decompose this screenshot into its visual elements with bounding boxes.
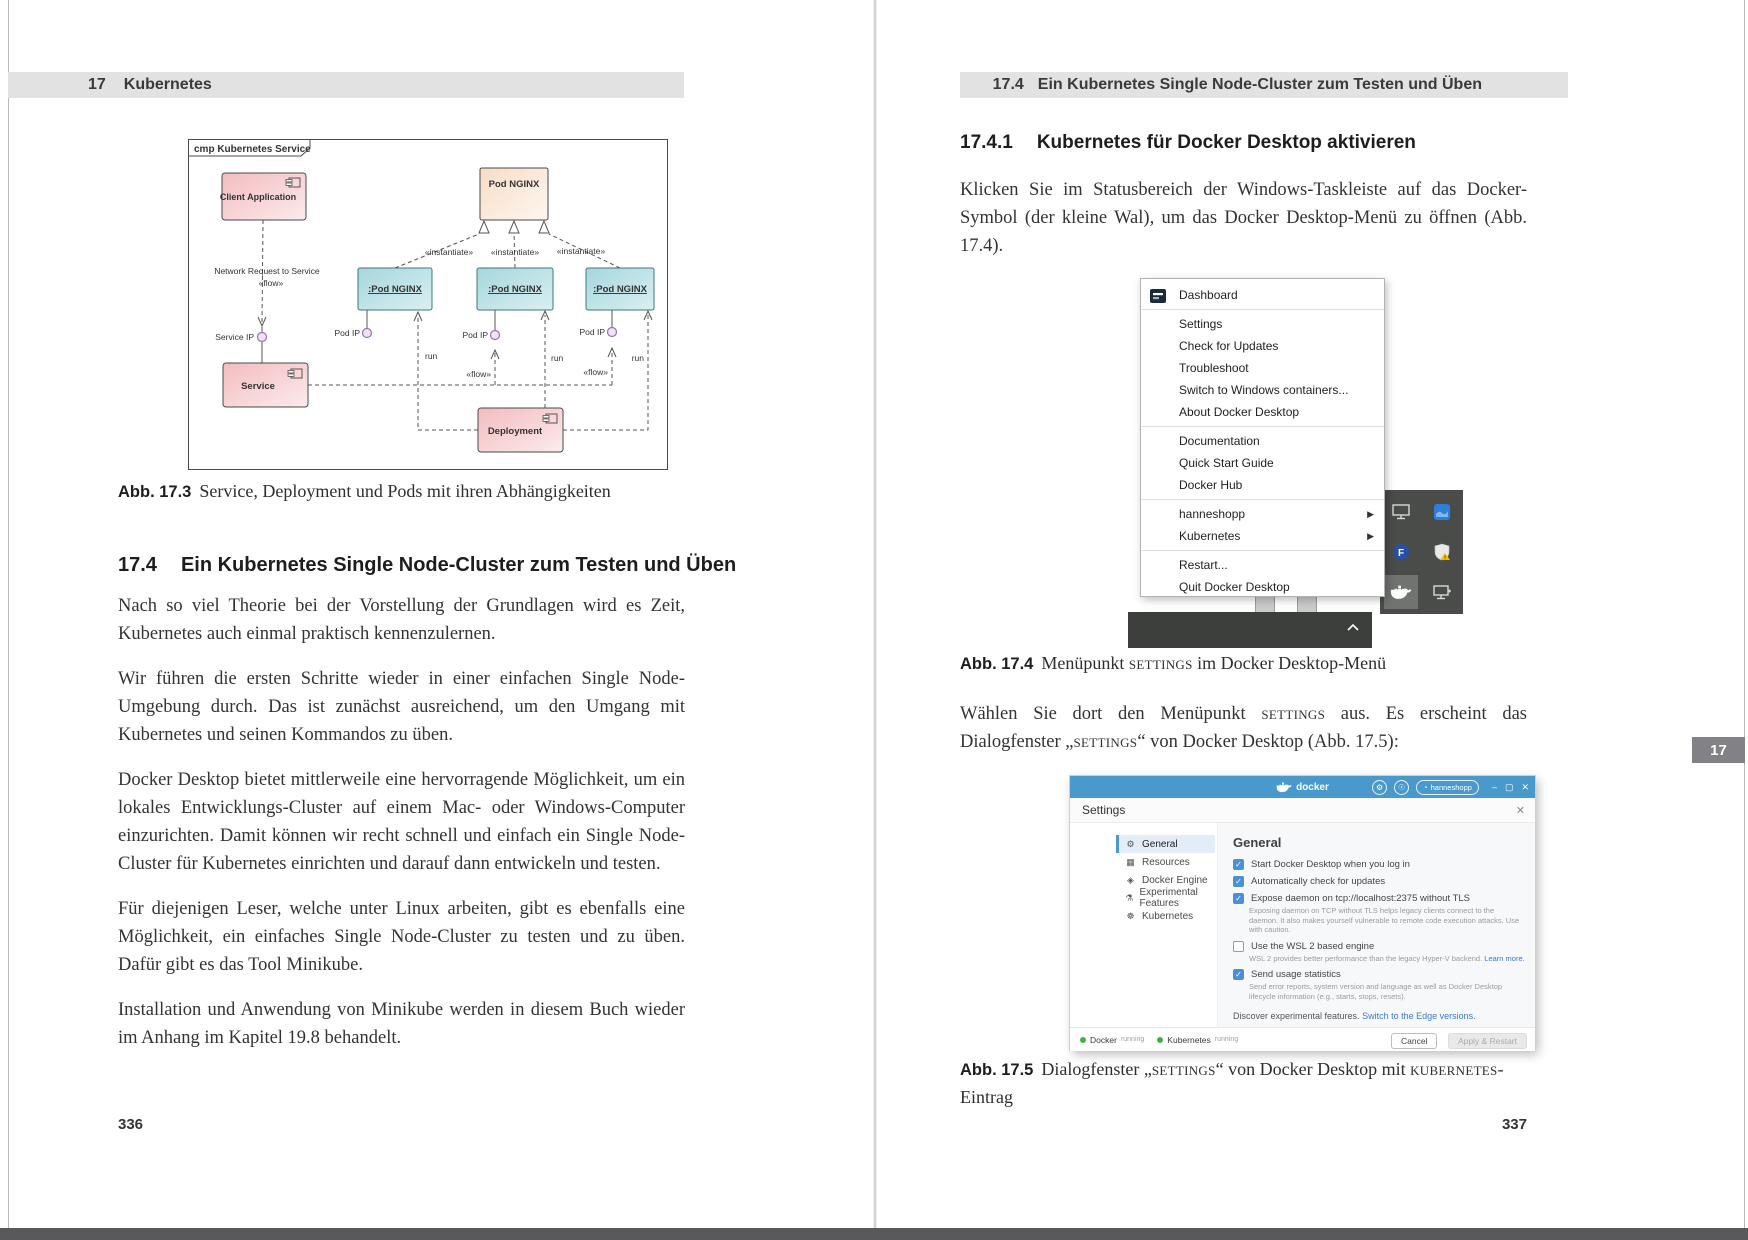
- pod-ip-port: [491, 331, 500, 340]
- paragraph: Docker Desktop bietet mittlerweile eine hervorragende Möglichkeit, um ein lokales Entwicklungs-Cluster auf einem Mac- oder Windows-Computer einzurichten. Damit können wir recht schnell und einfach ein Single Node-Cluster für Kubernetes einrichten und darauf dann entwickeln und testen.: [118, 770, 685, 874]
- page-bottom-edge: [0, 1228, 1748, 1240]
- submenu-arrow-icon: ▶: [1367, 509, 1374, 519]
- gear-icon[interactable]: ⚙: [1372, 780, 1387, 795]
- close-icon[interactable]: ✕: [1521, 781, 1529, 792]
- svg-text:Pod IP: Pod IP: [334, 328, 360, 338]
- sidebar-item-kubernetes[interactable]: ☸ Kubernetes: [1126, 910, 1194, 922]
- checkbox-auto-updates[interactable]: [1233, 876, 1244, 887]
- learn-more-link[interactable]: Learn more.: [1484, 953, 1525, 963]
- paragraph: Klicken Sie im Statusbereich der Windows-Taskleiste auf das Docker-Symbol (der kleine Wal), um das Docker Desktop-Menü zu öffnen (Abb. 17.4).: [960, 180, 1527, 256]
- subsection-heading-17-4-1: [960, 132, 1416, 154]
- windows-taskbar: [1128, 612, 1372, 648]
- paragraph: Für diejenigen Leser, welche unter Linux arbeiten, gibt es ebenfalls eine Möglichkeit, ein einfaches Single Node-Cluster zu testen und zu üben. Dafür gibt es das Tool Minikube.: [118, 899, 685, 975]
- section-number: 17.4: [992, 76, 1024, 93]
- checkbox-expose-daemon[interactable]: [1233, 893, 1244, 904]
- docker-settings-dialog: [1070, 776, 1535, 1050]
- user-account-button[interactable]: ◔ hanneshopp: [1416, 780, 1479, 795]
- diagram-frame-label: cmp Kubernetes Service: [194, 144, 311, 155]
- svg-text::Pod NGINX: :Pod NGINX: [488, 284, 542, 295]
- service-ip-port: [258, 333, 267, 342]
- menu-separator: [1141, 550, 1384, 551]
- paragraph: Wir führen die ersten Schritte wieder in einer einfachen Single Node-Umgebung durch. Das ist zunächst ausreichend, um den Umgang mit Kubernetes und seinen Kommandos zu üben.: [118, 669, 685, 745]
- menu-item-kubernetes[interactable]: Kubernetes ▶: [1141, 525, 1384, 547]
- bug-report-icon[interactable]: ☉: [1394, 780, 1409, 795]
- cancel-button[interactable]: Cancel: [1391, 1033, 1437, 1049]
- svg-text:«instantiate»: «instantiate»: [424, 247, 474, 257]
- option-description: WSL 2 provides better performance than the legacy Hyper-V backend. Learn more.: [1249, 953, 1525, 963]
- kubernetes-service-diagram: [188, 139, 668, 470]
- menu-item-restart[interactable]: Restart...: [1179, 558, 1228, 572]
- status-dot-icon: [1157, 1037, 1163, 1043]
- figure-label: Abb. 17.4: [960, 655, 1034, 673]
- kubernetes-status: Kubernetes running: [1157, 1035, 1238, 1045]
- docker-menu-screenshot: [1070, 275, 1548, 650]
- pod-ip-port: [363, 329, 372, 338]
- page-number-right: 337: [1501, 1116, 1527, 1133]
- page-number-left: 336: [118, 1116, 144, 1133]
- maximize-icon[interactable]: ▢: [1504, 781, 1514, 792]
- docker-engine-icon: ◈: [1127, 874, 1134, 885]
- menu-item-dashboard[interactable]: Dashboard: [1141, 284, 1384, 306]
- section-title: Ein Kubernetes Single Node-Cluster zum Testen und Üben: [180, 554, 737, 576]
- svg-text:«instantiate»: «instantiate»: [490, 247, 540, 257]
- status-dot-icon: [1080, 1037, 1086, 1043]
- paragraph: Nach so viel Theorie bei der Vorstellung der Grundlagen wird es Zeit, Kubernetes auch einmal praktisch kennenzulernen.: [118, 596, 685, 644]
- svg-text:Client Application: Client Application: [219, 192, 297, 202]
- figure-label: Abb. 17.5: [960, 1061, 1034, 1079]
- option-description: Exposing daemon on TCP without TLS helps legacy clients connect to the daemon. It also makes yourself vulnerable to remote code execution attacks. Use with caution.: [1249, 906, 1520, 934]
- settings-main-panel: General ✓ Start Docker Desktop when you log in ✓ Automatically check for updates ✓ Expose daemon on tcp://localhost:2375 without TLS Exposing daemon on TCP without TLS helps legacy clients connect to the daemon. It also makes yourself vulnerable to remote code execution attacks. Use with caution. Use the WSL 2 based engine WSL 2 provides better performance than the legacy Hyper-V backend. Learn more. ✓ Send usage statistics Send error reports, system version and language as well as Docker Desktop lifecycle information (e.g., starts, stops, resets). Discover experimental features. Switch to the Edge versions.: [1218, 823, 1535, 1027]
- menu-item-docker-hub[interactable]: Docker Hub: [1179, 478, 1243, 492]
- svg-text:run: run: [425, 351, 438, 361]
- sidebar-item-resources[interactable]: ▦ Resources: [1126, 856, 1190, 868]
- page-edge-right: [1744, 0, 1745, 1228]
- docker-whale-logo-icon: [1276, 782, 1292, 793]
- svg-text:run: run: [551, 353, 564, 363]
- chevron-up-icon[interactable]: [1346, 623, 1360, 632]
- subsection-number: 17.4.1: [960, 132, 1013, 153]
- svg-text:Pod IP: Pod IP: [579, 327, 605, 337]
- svg-text:run: run: [631, 353, 644, 363]
- monitor-icon[interactable]: [1384, 495, 1418, 529]
- dialog-footer: [1070, 1027, 1535, 1051]
- panel-heading: General: [1233, 835, 1282, 850]
- system-tray-flyout: [1380, 490, 1463, 614]
- svg-text:Service: Service: [241, 381, 275, 392]
- network-monitor-icon[interactable]: [1425, 575, 1459, 609]
- menu-item-switch-containers[interactable]: Switch to Windows containers...: [1179, 383, 1349, 397]
- docker-desktop-menu: [1140, 278, 1385, 597]
- apply-restart-button[interactable]: Apply & Restart: [1448, 1033, 1527, 1049]
- menu-item-hanneshopp[interactable]: hanneshopp ▶: [1141, 503, 1384, 525]
- svg-text:«flow»: «flow»: [583, 367, 608, 377]
- section-heading-17-4: [118, 554, 736, 577]
- shield-warning-icon[interactable]: [1425, 535, 1459, 569]
- checkbox-start-on-login[interactable]: [1233, 859, 1244, 870]
- general-icon: ⚙: [1126, 838, 1135, 849]
- svg-text:Service IP: Service IP: [215, 332, 254, 342]
- pod-nginx-class-node: [480, 168, 548, 220]
- docker-logo-text: docker: [1296, 781, 1329, 793]
- page-gutter: [873, 0, 877, 1228]
- option-description: Send error reports, system version and language as well as Docker Desktop lifecycle information (e.g., starts, stops, resets).: [1249, 982, 1503, 1001]
- page-edge-left: [8, 0, 9, 1228]
- dialog-title-bar: [1070, 776, 1535, 798]
- dialog-header: [1070, 798, 1535, 823]
- pod-ip-port: [608, 328, 617, 337]
- figure-caption-17-3: Abb. 17.3 Service, Deployment und Pods mit ihren Abhängigkeiten: [118, 481, 611, 501]
- dashboard-icon: [1150, 288, 1166, 310]
- body-text-right-2: [960, 700, 1527, 773]
- menu-separator: [1141, 499, 1384, 500]
- menu-item-check-for-updates[interactable]: Check for Updates: [1179, 339, 1279, 353]
- docker-whale-icon[interactable]: [1384, 575, 1418, 609]
- menu-item-settings[interactable]: Settings: [1179, 317, 1223, 331]
- section-title: Ein Kubernetes Single Node-Cluster zum Testen und Üben: [1037, 76, 1482, 93]
- menu-item-troubleshoot[interactable]: Troubleshoot: [1179, 361, 1249, 375]
- menu-separator: [1141, 426, 1384, 427]
- flask-icon: ⚗: [1125, 892, 1134, 903]
- menu-separator: [1141, 309, 1384, 310]
- menu-item-documentation[interactable]: Documentation: [1179, 434, 1260, 448]
- figure-label: Abb. 17.3: [118, 483, 192, 501]
- chapter-title: Kubernetes: [123, 76, 212, 93]
- svg-text:F: F: [1397, 548, 1404, 559]
- running-head-right: [960, 72, 1568, 98]
- svg-text:Pod NGINX: Pod NGINX: [488, 179, 540, 190]
- sidebar-item-experimental-features[interactable]: ⚗ Experimental Features: [1125, 887, 1198, 909]
- f-circle-icon[interactable]: [1384, 535, 1418, 569]
- body-text-right-1: [960, 176, 1527, 277]
- checkbox-usage-statistics[interactable]: [1233, 969, 1244, 980]
- body-text-left: [118, 592, 685, 1069]
- svg-text:«flow»: «flow»: [466, 369, 491, 379]
- section-number: 17.4: [118, 554, 157, 576]
- paragraph: Installation und Anwendung von Minikube werden in diesem Buch wieder im Anhang im Kapitel 19.8 behandelt.: [118, 1000, 685, 1048]
- menu-item-about[interactable]: About Docker Desktop: [1179, 405, 1300, 419]
- chapter-number: 17: [88, 76, 106, 93]
- submenu-arrow-icon: ▶: [1367, 531, 1374, 541]
- blue-app-icon[interactable]: [1425, 495, 1459, 529]
- chapter-thumb-tab: 17: [1692, 737, 1745, 763]
- resources-icon: ▦: [1126, 856, 1135, 867]
- sidebar-item-general[interactable]: ⚙ General: [1116, 835, 1215, 853]
- svg-text::Pod NGINX: :Pod NGINX: [368, 284, 422, 295]
- svg-text:«flow»: «flow»: [258, 278, 284, 288]
- figure-caption-17-5: Abb. 17.5 Dialogfenster „settings“ von Docker Desktop mit kubernetes-Eintrag: [960, 1059, 1504, 1107]
- svg-text::Pod NGINX: :Pod NGINX: [593, 284, 647, 295]
- settings-sidebar: [1070, 823, 1218, 1027]
- sidebar-item-docker-engine[interactable]: ◈ Docker Engine: [1116, 871, 1217, 889]
- svg-text:Network Request to Service: Network Request to Service: [214, 266, 320, 276]
- edge-versions-link[interactable]: Switch to the Edge versions.: [1362, 1011, 1476, 1021]
- docker-status: Docker running: [1080, 1035, 1144, 1045]
- svg-text:Deployment: Deployment: [487, 426, 543, 437]
- menu-item-quit[interactable]: Quit Docker Desktop: [1179, 580, 1290, 594]
- svg-text:«instantiate»: «instantiate»: [556, 246, 606, 256]
- kubernetes-helm-icon: ☸: [1126, 910, 1135, 921]
- svg-text:Pod IP: Pod IP: [462, 330, 488, 340]
- running-head-left: [8, 72, 684, 98]
- dialog-title: Settings: [1082, 803, 1126, 817]
- figure-caption-17-4: Abb. 17.4 Menüpunkt settings im Docker Desktop-Menü: [960, 653, 1387, 673]
- minimize-icon[interactable]: –: [1491, 781, 1497, 792]
- menu-item-quick-start-guide[interactable]: Quick Start Guide: [1179, 456, 1274, 470]
- discover-experimental: Discover experimental features. Switch to the Edge versions.: [1233, 1011, 1476, 1021]
- paragraph: Wählen Sie dort den Menüpunkt settings aus. Es erscheint das Dialogfenster „settings“ von Docker Desktop (Abb. 17.5):: [960, 704, 1527, 752]
- dialog-close-icon[interactable]: ✕: [1515, 804, 1525, 817]
- subsection-title: Kubernetes für Docker Desktop aktivieren: [1036, 132, 1416, 153]
- checkbox-wsl2-engine[interactable]: [1233, 941, 1244, 952]
- user-icon: ◔: [1423, 782, 1428, 792]
- svg-text:!: !: [1444, 555, 1447, 561]
